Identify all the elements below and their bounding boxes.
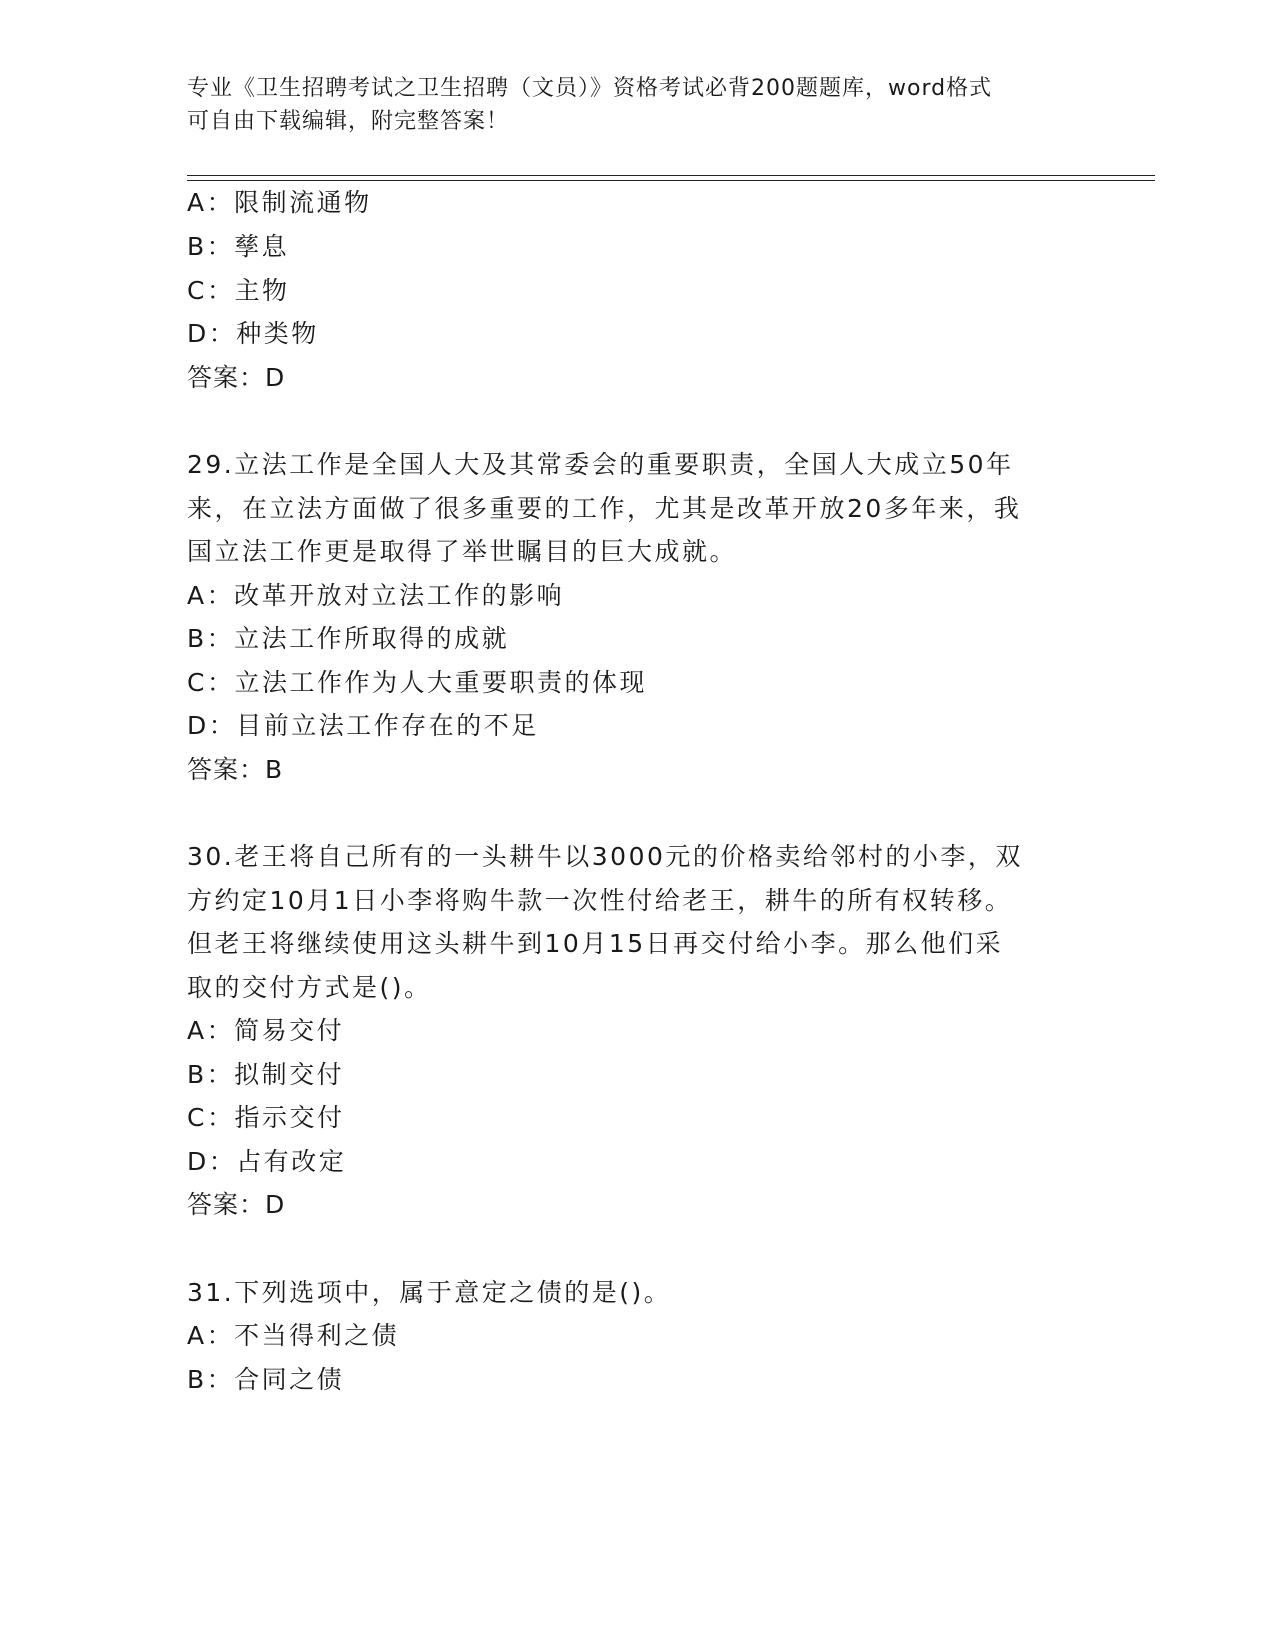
q28-answer: 答案：D	[187, 363, 286, 392]
q28-option-b: B：孳息	[187, 232, 290, 261]
q29-answer: 答案：B	[187, 755, 284, 784]
q29-option-d: D：目前立法工作存在的不足	[187, 711, 539, 740]
q30-stem-line-1: 30.老王将自己所有的一头耕牛以3000元的价格卖给邻村的小李，双	[187, 842, 1023, 871]
header-divider-top	[187, 175, 1155, 176]
q30-stem-line-3: 但老王将继续使用这头耕牛到10月15日再交付给小李。那么他们采	[187, 929, 1004, 958]
q28-option-d: D：种类物	[187, 319, 319, 348]
q29-stem-line-1: 29.立法工作是全国人大及其常委会的重要职责，全国人大成立50年	[187, 450, 1014, 479]
header-divider-bottom	[187, 180, 1155, 181]
q28-option-c: C：主物	[187, 276, 290, 305]
q30-option-d: D：占有改定	[187, 1147, 347, 1176]
q30-option-a: A：简易交付	[187, 1016, 345, 1045]
q29-option-a: A：改革开放对立法工作的影响	[187, 581, 565, 610]
header-title-line-2: 可自由下载编辑，附完整答案！	[187, 109, 510, 134]
q31-stem-line-1: 31.下列选项中，属于意定之债的是()。	[187, 1278, 672, 1307]
q31-option-b: B：合同之债	[187, 1365, 345, 1394]
q29-option-c: C：立法工作作为人大重要职责的体现	[187, 668, 647, 697]
q30-stem-line-2: 方约定10月1日小李将购牛款一次性付给老王，耕牛的所有权转移。	[187, 886, 1013, 915]
q29-stem-line-2: 来，在立法方面做了很多重要的工作，尤其是改革开放20多年来，我	[187, 494, 1022, 523]
header-title-line-1: 专业《卫生招聘考试之卫生招聘（文员）》资格考试必背200题题库，word格式	[187, 76, 993, 101]
q31-option-a: A：不当得利之债	[187, 1321, 400, 1350]
q30-option-c: C：指示交付	[187, 1103, 345, 1132]
q29-option-b: B：立法工作所取得的成就	[187, 624, 510, 653]
document-header	[187, 72, 1067, 138]
q29-stem-line-3: 国立法工作更是取得了举世瞩目的巨大成就。	[187, 537, 738, 566]
q30-answer: 答案：D	[187, 1190, 286, 1219]
q30-option-b: B：拟制交付	[187, 1060, 345, 1089]
q30-stem-line-4: 取的交付方式是()。	[187, 973, 432, 1002]
q28-option-a: A：限制流通物	[187, 188, 372, 217]
